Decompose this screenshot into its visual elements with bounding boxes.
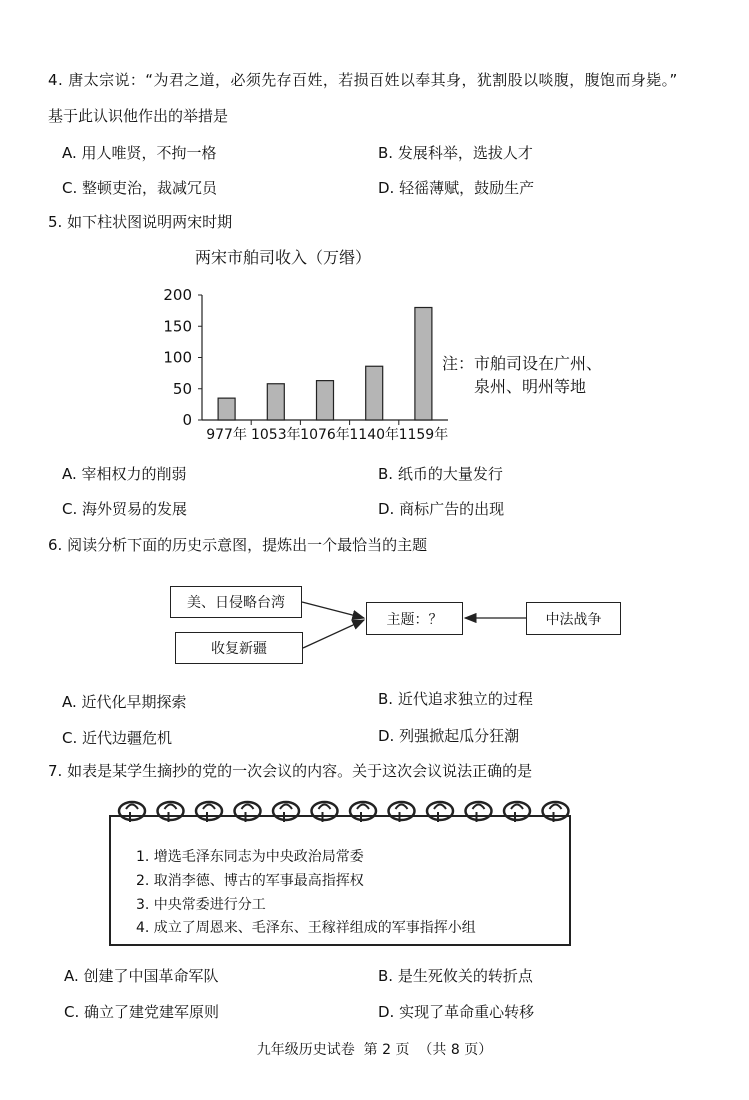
notebook-card bbox=[109, 815, 571, 946]
x-tick-label: 977年 bbox=[206, 427, 247, 442]
chart-title: 两宋市舶司收入（万缗） bbox=[195, 248, 372, 267]
notebook-item-1: 1. 增选毛泽东同志为中央政治局常委 bbox=[136, 849, 364, 865]
diagram-box-sino-french-war: 中法战争 bbox=[526, 602, 621, 635]
q6-option-a: A. 近代化早期探索 bbox=[62, 693, 187, 711]
q4-option-c: C. 整顿吏治，裁减冗员 bbox=[62, 179, 218, 197]
q6-option-c: C. 近代边疆危机 bbox=[62, 729, 173, 747]
q7-option-a: A. 创建了中国革命军队 bbox=[64, 967, 219, 985]
x-tick-label: 1159年 bbox=[398, 427, 449, 442]
x-tick-label: 1076年 bbox=[300, 427, 350, 442]
y-tick-label: 150 bbox=[163, 317, 192, 336]
diagram-box-xinjiang: 收复新疆 bbox=[175, 632, 303, 664]
q5-stem: 5. 如下柱状图说明两宋时期 bbox=[48, 213, 233, 231]
q6-stem: 6. 阅读分析下面的历史示意图，提炼出一个最恰当的主题 bbox=[48, 536, 428, 554]
q7-option-c: C. 确立了建党建军原则 bbox=[64, 1003, 220, 1021]
notebook-item-2: 2. 取消李德、博古的军事最高指挥权 bbox=[136, 873, 364, 889]
q7-option-b: B. 是生死攸关的转折点 bbox=[378, 967, 533, 985]
arrow-from-xinjiang bbox=[303, 620, 364, 648]
q6-option-b: B. 近代追求独立的过程 bbox=[378, 690, 533, 708]
q6-option-d: D. 列强掀起瓜分狂潮 bbox=[378, 727, 520, 745]
bar bbox=[267, 384, 284, 420]
bar bbox=[415, 308, 432, 421]
q5-note-line2: 泉州、明州等地 bbox=[474, 377, 587, 396]
bar bbox=[218, 398, 235, 420]
q5-option-b: B. 纸币的大量发行 bbox=[378, 465, 503, 483]
q4-stem-line2: 基于此认识他作出的举措是 bbox=[48, 107, 229, 125]
q4-stem-line1: 4. 唐太宗说：“为君之道，必须先存百姓，若损百姓以奉其身，犹割股以啖腹，腹饱而身毙。” bbox=[48, 71, 678, 89]
x-tick-label: 1053年 bbox=[250, 427, 301, 442]
q4-option-d: D. 轻徭薄赋，鼓励生产 bbox=[378, 179, 535, 197]
notebook-item-3: 3. 中央常委进行分工 bbox=[136, 897, 266, 913]
q7-option-d: D. 实现了革命重心转移 bbox=[378, 1003, 535, 1021]
q4-option-a: A. 用人唯贤，不拘一格 bbox=[62, 144, 217, 162]
page-footer: 九年级历史试卷 第 2 页 （共 8 页） bbox=[256, 1042, 493, 1058]
x-tick-label: 1140年 bbox=[349, 427, 400, 442]
y-tick-label: 50 bbox=[172, 379, 192, 398]
y-tick-label: 200 bbox=[163, 286, 192, 304]
y-tick-label: 0 bbox=[182, 411, 192, 429]
bar bbox=[317, 381, 334, 420]
diagram-box-taiwan: 美、日侵略台湾 bbox=[170, 586, 302, 618]
q5-option-a: A. 宰相权力的削弱 bbox=[62, 465, 187, 483]
diagram-box-theme: 主题：？ bbox=[366, 602, 463, 635]
q5-note-line1: 注：市舶司设在广州、 bbox=[442, 354, 603, 373]
notebook-item-4: 4. 成立了周恩来、毛泽东、王稼祥组成的军事指挥小组 bbox=[136, 920, 476, 936]
arrow-from-taiwan bbox=[302, 602, 364, 618]
q5-option-d: D. 商标广告的出现 bbox=[378, 500, 505, 518]
bar-chart bbox=[160, 242, 450, 442]
q5-option-c: C. 海外贸易的发展 bbox=[62, 500, 188, 518]
y-tick-label: 100 bbox=[163, 348, 192, 367]
q4-option-b: B. 发展科举，选拔人才 bbox=[378, 144, 533, 162]
bar bbox=[366, 366, 383, 420]
q7-stem: 7. 如表是某学生摘抄的党的一次会议的内容。关于这次会议说法正确的是 bbox=[48, 762, 533, 780]
